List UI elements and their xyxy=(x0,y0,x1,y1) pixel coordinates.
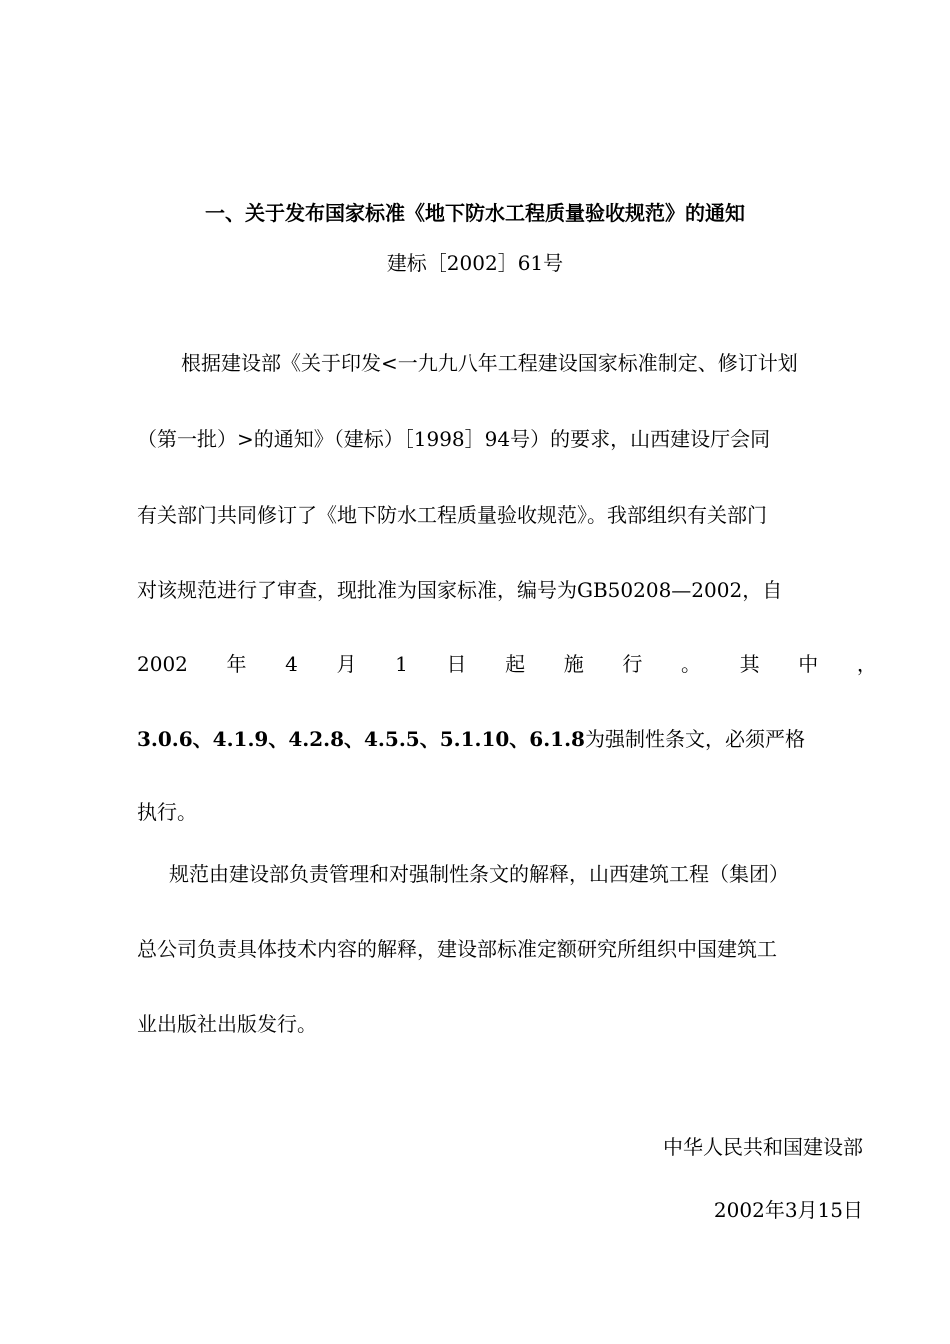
justified-word: 其 xyxy=(739,652,760,676)
mandatory-clause-text: 为强制性条文，必须严格 xyxy=(584,727,805,751)
mandatory-clause-numbers: 3.0.6、4.1.9、4.2.8、4.5.5、5.1.10、6.1.8 xyxy=(137,727,585,751)
justified-word: 。 xyxy=(681,652,701,676)
paragraph-1-line-4: 对该规范进行了审查，现批准为国家标准，编号为GB50208—2002，自 xyxy=(137,578,783,602)
paragraph-1-line-1: 根据建设部《关于印发<一九九八年工程建设国家标准制定、修订计划 xyxy=(181,351,798,375)
paragraph-1-line-7: 执行。 xyxy=(137,800,197,824)
justified-word: 施 xyxy=(563,652,584,676)
justified-word: 2002 xyxy=(137,652,188,676)
justified-word: 中 xyxy=(798,652,819,676)
justified-word: 行 xyxy=(622,652,643,676)
paragraph-1-line-6 xyxy=(137,727,863,751)
paragraph-2-line-1: 规范由建设部负责管理和对强制性条文的解释，山西建筑工程（集团） xyxy=(169,862,789,886)
document-number: 建标［2002］61号 xyxy=(386,251,564,275)
justified-word: 4 xyxy=(285,652,298,676)
paragraph-2-line-3: 业出版社出版发行。 xyxy=(137,1012,317,1036)
justified-word: 1 xyxy=(395,652,408,676)
justified-word: 起 xyxy=(505,652,526,676)
paragraph-1-line-2: （第一批）>的通知》（建标）［1998］94号）的要求，山西建设厅会同 xyxy=(137,427,771,451)
paragraph-1-line-3: 有关部门共同修订了《地下防水工程质量验收规范》。我部组织有关部门 xyxy=(137,503,767,527)
justified-word: 月 xyxy=(336,652,357,676)
justified-word: ， xyxy=(856,652,877,676)
justified-word: 日 xyxy=(446,652,467,676)
paragraph-2-line-2: 总公司负责具体技术内容的解释，建设部标准定额研究所组织中国建筑工 xyxy=(137,937,777,961)
document-title: 一、关于发布国家标准《地下防水工程质量验收规范》的通知 xyxy=(205,201,745,225)
issue-date: 2002年3月15日 xyxy=(713,1198,863,1222)
justified-word: 年 xyxy=(226,652,247,676)
issuer-name: 中华人民共和国建设部 xyxy=(663,1135,863,1159)
paragraph-1-line-5 xyxy=(137,652,877,676)
